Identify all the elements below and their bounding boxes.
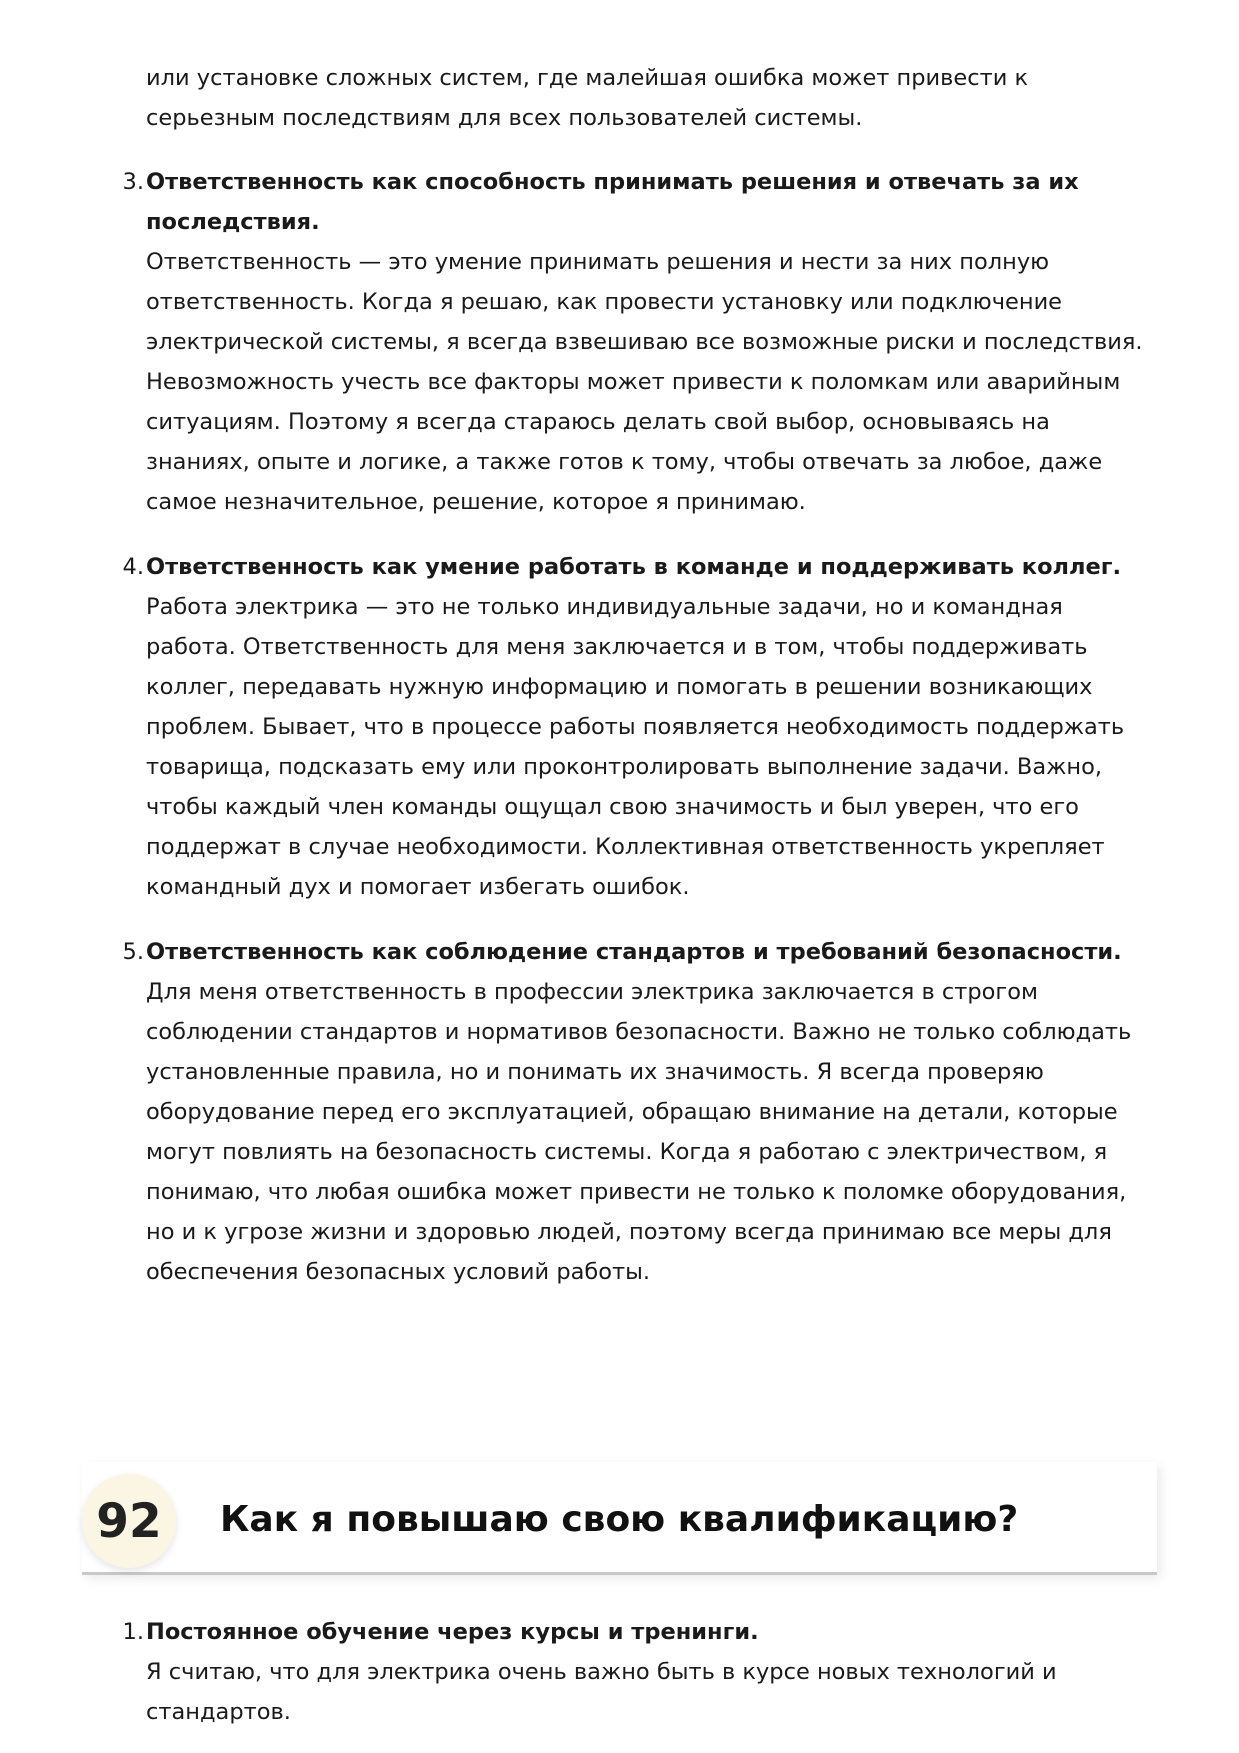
list-item-body: Для меня ответственность в профессии электрика заключается в строгом соблюдении стандартов и нормативов безопасности. Важно не только соблюдать установленные правила, но и понимать их значимость. Я всегда проверяю оборудование перед его эксплуатацией, обращаю внимание на детали, которые могут повлиять на безопасность системы. Когда я работаю с электричеством, я понимаю, что любая ошибка может привести не только к поломке оборудования, но и к угрозе жизни и здоровью людей, поэтому всегда принимаю все меры для обеспечения безопасных условий работы. [146, 979, 1132, 1285]
section-number-badge: 92 [82, 1474, 176, 1568]
list-item-4 [122, 547, 1156, 907]
section-list-item-1 [122, 1612, 1156, 1732]
section-title: Как я повышаю свою квалификацию? [220, 1499, 1019, 1540]
list-item-number: 1. [122, 1619, 144, 1645]
list-item-body: Работа электрика — это не только индивидуальные задачи, но и командная работа. Ответственность для меня заключается и в том, чтобы поддерживать коллег, передавать нужную информацию и помогать в решении возникающих проблем. Бывает, что в процессе работы появляется необходимость поддержать товарища, подсказать ему или проконтролировать выполнение задачи. Важно, чтобы каждый член команды ощущал свою значимость и был уверен, что его поддержат в случае необходимости. Коллективная ответственность укрепляет командный дух и помогает избегать ошибок. [146, 594, 1125, 900]
list-item-number: 5. [122, 939, 144, 965]
section-header [82, 1462, 1157, 1575]
list-item-number: 4. [122, 554, 144, 580]
list-item-title: Ответственность как соблюдение стандартов и требований безопасности. [146, 939, 1122, 965]
list-item-title: Постоянное обучение через курсы и тренинги. [146, 1619, 759, 1645]
list-item-title: Ответственность как способность принимать решения и отвечать за их последствия. [146, 169, 1079, 235]
list-item-5 [122, 932, 1156, 1292]
intro-continuation-paragraph: или установке сложных систем, где малейшая ошибка может привести к серьезным последствиям для всех пользователей системы. [146, 65, 1029, 131]
list-item-title: Ответственность как умение работать в команде и поддерживать коллег. [146, 554, 1122, 580]
list-item-3 [122, 162, 1156, 522]
list-item-body: Я считаю, что для электрика очень важно быть в курсе новых технологий и стандартов. [146, 1659, 1057, 1725]
list-item-number: 3. [122, 169, 144, 195]
list-item-body: Ответственность — это умение принимать решения и нести за них полную ответственность. Когда я решаю, как провести установку или подключение электрической системы, я всегда взвешиваю все возможные риски и последствия. Невозможность учесть все факторы может привести к поломкам или аварийным ситуациям. Поэтому я всегда стараюсь делать свой выбор, основываясь на знаниях, опыте и логике, а также готов к тому, чтобы отвечать за любое, даже самое незначительное, решение, которое я принимаю. [146, 249, 1143, 515]
